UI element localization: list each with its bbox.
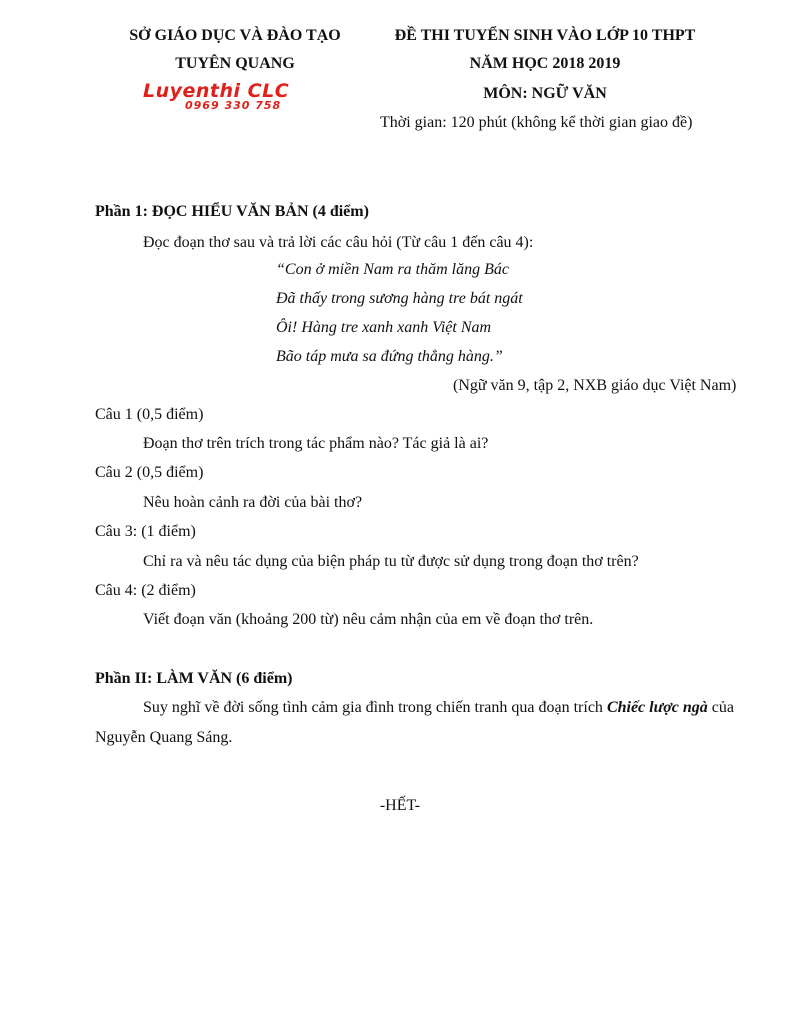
prompt-text: Suy nghĩ về đời sống tình cảm gia đình trong chiến tranh qua đoạn trích <box>143 699 607 716</box>
part1-heading: Phần 1: ĐỌC HIỂU VĂN BẢN (4 điểm) <box>95 203 369 220</box>
time-allowed: Thời gian: 120 phút (không kể thời gian giao đề) <box>380 114 693 131</box>
department-name: SỞ GIÁO DỤC VÀ ĐÀO TẠO <box>129 27 341 44</box>
question-text: Viết đoạn văn (khoảng 200 từ) nêu cảm nhận của em về đoạn thơ trên. <box>143 611 594 628</box>
end-mark: -HẾT- <box>379 797 421 814</box>
province-name: TUYÊN QUANG <box>175 55 295 72</box>
poem-line: Đã thấy trong sương hàng tre bát ngát <box>276 290 523 307</box>
work-title: Chiếc lược ngà <box>606 699 708 716</box>
question-text: Chỉ ra và nêu tác dụng của biện pháp tu từ được sử dụng trong đoạn thơ trên? <box>143 553 639 570</box>
part1-instruction: Đọc đoạn thơ sau và trả lời các câu hỏi (Từ câu 1 đến câu 4): <box>143 234 534 251</box>
question-label: Câu 3: (1 điểm) <box>95 523 196 540</box>
question-text: Đoạn thơ trên trích trong tác phẩm nào? Tác giả là ai? <box>143 435 489 452</box>
question-label: Câu 2 (0,5 điểm) <box>95 464 204 481</box>
exam-title: ĐỀ THI TUYỂN SINH VÀO LỚP 10 THPT <box>394 27 696 44</box>
logo-text: Luyenthi CLC <box>143 80 290 102</box>
question-label: Câu 4: (2 điểm) <box>95 582 196 599</box>
poem-line: “Con ở miền Nam ra thăm lăng Bác <box>276 261 509 278</box>
question-text: Nêu hoàn cảnh ra đời của bài thơ? <box>143 494 363 511</box>
part2-heading: Phần II: LÀM VĂN (6 điểm) <box>95 670 293 687</box>
poem-line: Bão táp mưa sa đứng thẳng hàng.” <box>276 348 503 365</box>
school-year: NĂM HỌC 2018 2019 <box>469 55 621 72</box>
subject: MÔN: NGỮ VĂN <box>483 85 607 102</box>
prompt-text-end: của <box>707 699 734 716</box>
question-label: Câu 1 (0,5 điểm) <box>95 406 204 423</box>
logo-phone: 0969 330 758 <box>185 99 282 112</box>
part2-prompt-line2: Nguyễn Quang Sáng. <box>95 729 233 746</box>
part2-prompt <box>143 698 734 718</box>
poem-line: Ôi! Hàng tre xanh xanh Việt Nam <box>276 319 492 336</box>
poem-source: (Ngữ văn 9, tập 2, NXB giáo dục Việt Nam) <box>453 377 737 394</box>
